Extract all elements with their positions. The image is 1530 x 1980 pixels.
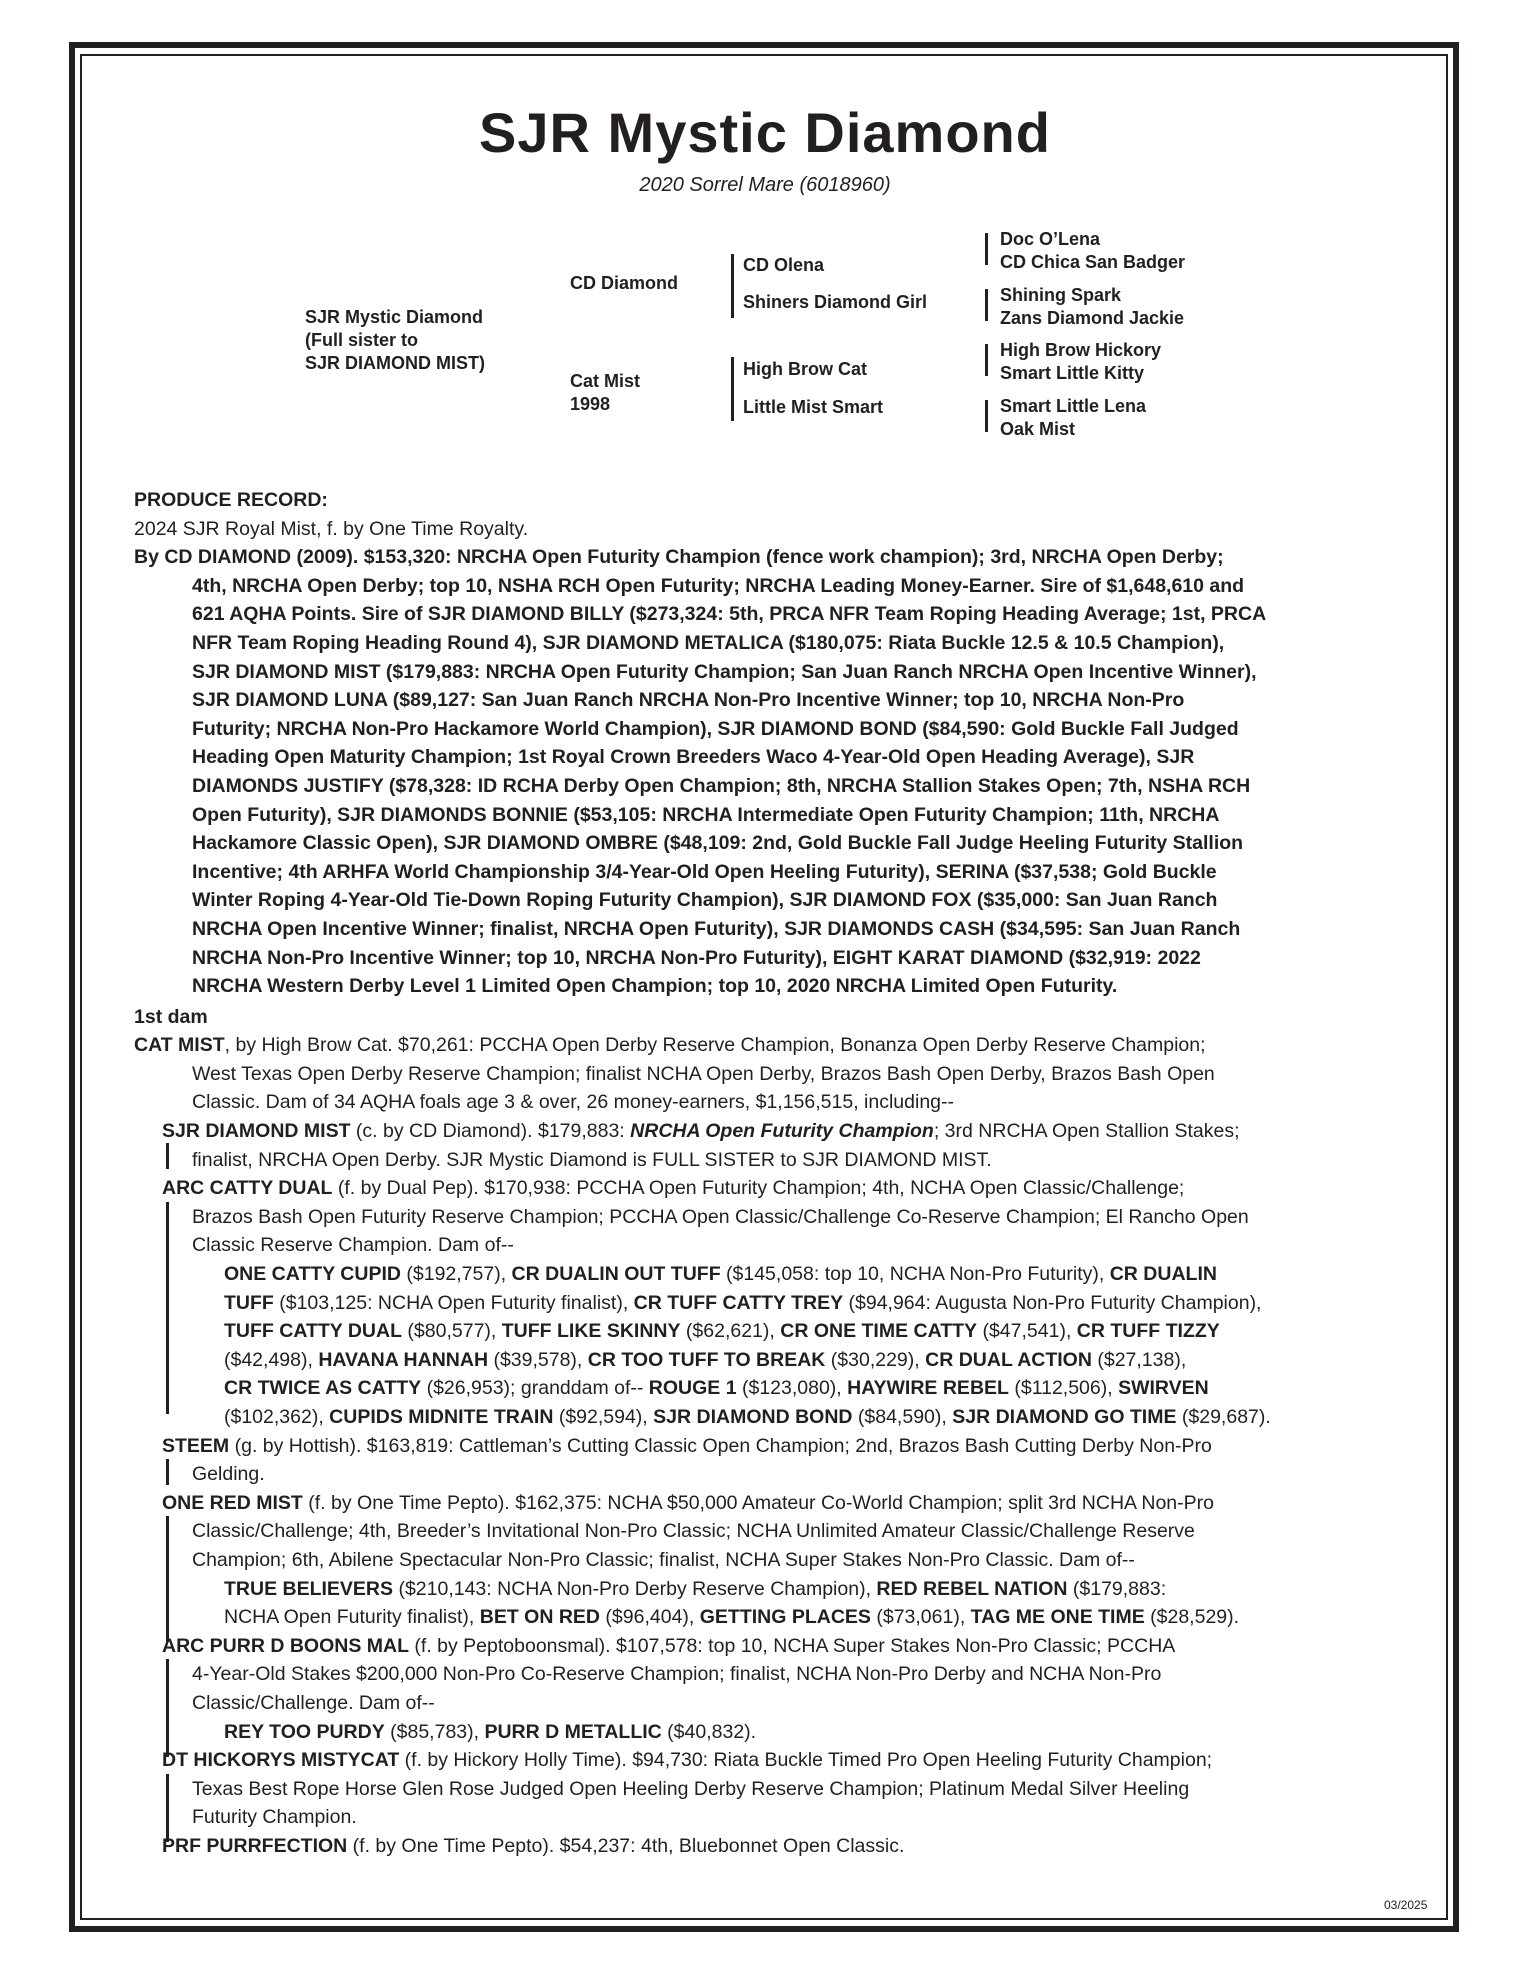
- pedigree-ggp-4: Smart Little Lena Oak Mist: [1000, 396, 1147, 439]
- offspring-line: 4-Year-Old Stakes $200,000 Non-Pro Co-Reserve Champion; finalist, NCHA Non-Pro Derby and NCHA Non-Pro: [192, 1663, 1162, 1686]
- page-title: SJR Mystic Diamond: [479, 101, 1051, 164]
- offspring-line: Gelding.: [192, 1463, 265, 1486]
- offspring-line: Classic/Challenge; 4th, Breeder’s Invitational Non-Pro Classic; NCHA Unlimited Amateur Classic/Challenge Reserve: [192, 1520, 1195, 1543]
- offspring-arc-catty-dual: ARC CATTY DUAL (f. by Dual Pep). $170,938: PCCHA Open Futurity Champion; 4th, NCHA Open Classic/Challenge;: [162, 1177, 1185, 1200]
- pedigree-sire: CD Diamond: [570, 273, 678, 293]
- foal-line: NCHA Open Futurity finalist), BET ON RED ($96,404), GETTING PLACES ($73,061), TAG ME ONE TIME ($28,529).: [224, 1606, 1240, 1629]
- pedigree-sire-sire: CD Olena: [743, 255, 825, 275]
- offspring-steem: STEEM (g. by Hottish). $163,819: Cattleman’s Cutting Classic Open Champion; 2nd, Brazos Bash Cutting Derby Non-Pro: [162, 1434, 1212, 1457]
- offspring-line: Classic Reserve Champion. Dam of--: [192, 1234, 514, 1257]
- offspring-sjr-diamond-mist: SJR DIAMOND MIST (c. by CD Diamond). $179,883: NRCHA Open Futurity Champion; 3rd NRCHA Open Stallion Stakes;: [162, 1120, 1240, 1143]
- pedigree-ggp-1: Doc O’Lena CD Chica San Badger: [1000, 229, 1186, 272]
- offspring-line: Texas Best Rope Horse Glen Rose Judged Open Heeling Derby Reserve Champion; Platinum Medal Silver Heeling: [192, 1777, 1190, 1800]
- footer-date: 03/2025: [1384, 1898, 1428, 1912]
- foal-line: TUFF CATTY DUAL ($80,577), TUFF LIKE SKINNY ($62,621), CR ONE TIME CATTY ($47,541), CR TUFF TIZZY: [224, 1320, 1220, 1343]
- first-dam-line: CAT MIST, by High Brow Cat. $70,261: PCCHA Open Derby Reserve Champion, Bonanza Open Derby Reserve Champion;: [134, 1034, 1206, 1057]
- pedigree-bracket-ggp3: [985, 344, 988, 376]
- first-dam-line: West Texas Open Derby Reserve Champion; finalist NCHA Open Derby, Brazos Bash Open Derby, Brazos Bash Open: [192, 1062, 1215, 1085]
- main-text: [134, 486, 1404, 1861]
- foal-line: ($102,362), CUPIDS MIDNITE TRAIN ($92,594), SJR DIAMOND BOND ($84,590), SJR DIAMOND GO TIME ($29,687).: [224, 1406, 1271, 1428]
- first-dam-line: Classic. Dam of 34 AQHA foals age 3 & over, 26 money-earners, $1,156,515, including--: [192, 1091, 954, 1114]
- pedigree-subject: SJR Mystic Diamond (Full sister to SJR DIAMOND MIST): [305, 307, 485, 373]
- foal-line: TRUE BELIEVERS ($210,143: NCHA Non-Pro Derby Reserve Champion), RED REBEL NATION ($179,883:: [224, 1577, 1167, 1600]
- pedigree-ggp-2: Shining Spark Zans Diamond Jackie: [1000, 285, 1185, 328]
- pedigree-bracket-ggp2: [985, 289, 988, 321]
- pedigree-sire-dam: Shiners Diamond Girl: [743, 292, 928, 312]
- produce-heading: PRODUCE RECORD:: [134, 489, 328, 511]
- offspring-arc-purr-d-boons-mal: ARC PURR D BOONS MAL (f. by Peptoboonsmal). $107,578: top 10, NCHA Super Stakes Non-Pro Classic; PCCHA: [162, 1634, 1176, 1657]
- offspring-line: Champion; 6th, Abilene Spectacular Non-Pro Classic; finalist, NCHA Super Stakes Non-Pro Classic. Dam of--: [192, 1548, 1135, 1571]
- pedigree-dam-dam: Little Mist Smart: [743, 397, 884, 417]
- offspring-line: finalist, NRCHA Open Derby. SJR Mystic Diamond is FULL SISTER to SJR DIAMOND MIST.: [192, 1148, 992, 1171]
- offspring-one-red-mist: ONE RED MIST (f. by One Time Pepto). $162,375: NCHA $50,000 Amateur Co-World Champion; split 3rd NCHA Non-Pro: [162, 1491, 1214, 1514]
- foal-line: ONE CATTY CUPID ($192,757), CR DUALIN OUT TUFF ($145,058: top 10, NCHA Non-Pro Futurity), CR DUALIN: [224, 1263, 1217, 1286]
- offspring-prf-purrfection: PRF PURRFECTION (f. by One Time Pepto). $54,237: 4th, Bluebonnet Open Classic.: [162, 1834, 905, 1857]
- pedigree-bracket-ggp1: [985, 233, 988, 265]
- pedigree-bracket-dam: [731, 357, 734, 421]
- pedigree-bracket-ggp4: [985, 400, 988, 432]
- foal-line: TUFF ($103,125: NCHA Open Futurity finalist), CR TUFF CATTY TREY ($94,964: Augusta Non-Pro Futurity Champion),: [224, 1291, 1262, 1314]
- pedigree-ggp-3: High Brow Hickory Smart Little Kitty: [1000, 340, 1162, 383]
- offspring-line: Classic/Challenge. Dam of--: [192, 1691, 435, 1714]
- foal-line: REY TOO PURDY ($85,783), PURR D METALLIC ($40,832).: [224, 1720, 757, 1743]
- foal-line: CR TWICE AS CATTY ($26,953); granddam of-- ROUGE 1 ($123,080), HAYWIRE REBEL ($112,506), SWIRVEN: [224, 1377, 1209, 1400]
- produce-entry: 2024 SJR Royal Mist, f. by One Time Royalty.: [134, 517, 529, 540]
- first-dam-heading: 1st dam: [134, 1005, 208, 1028]
- pedigree-dam-sire: High Brow Cat: [743, 359, 867, 379]
- pedigree-dam: Cat Mist 1998: [570, 371, 641, 414]
- pedigree-bracket-sire: [731, 254, 734, 318]
- sire-record: By CD DIAMOND (2009). $153,320: NRCHA Open Futurity Champion (fence work champion); 3rd, NRCHA Open Derby; 4th, NRCHA Open Derby; top 10, NSHA RCH Open Futurity; NRCHA Leading Money-Earner. Sire of $1,648,610 and 621 AQHA Points. Sire of SJR DIAMOND BILLY ($273,324: 5th, PRCA NFR Team Roping Heading Average; 1st, PRCA NFR Team Roping Heading Round 4), SJR DIAMOND METALICA ($180,075: Riata Buckle 12.5 & 10.5 Champion), SJR DIAMOND MIST ($179,883: NRCHA Open Futurity Champion; San Juan Ranch NRCHA Open Incentive Winner), SJR DIAMOND LUNA ($89,127: San Juan Ranch NRCHA Non-Pro Incentive Winner; top 10, NRCHA Non-Pro Futurity; NRCHA Non-Pro Hackamore World Champion), SJR DIAMOND BOND ($84,590: Gold Buckle Fall Judged Heading Open Maturity Champion; 1st Royal Crown Breeders Waco 4-Year-Old Open Heading Average), SJR DIAMONDS JUSTIFY ($78,328: ID RCHA Derby Open Champion; 8th, NRCHA Stallion Stakes Open; 7th, NSHA RCH Open Futurity), SJR DIAMONDS BONNIE ($53,105: NRCHA Intermediate Open Futurity Champion; 11th, NRCHA Hackamore Classic Open), SJR DIAMOND OMBRE ($48,109: 2nd, Gold Buckle Fall Judge Heeling Futurity Stallion Incentive; 4th ARHFA World Championship 3/4-Year-Old Open Heeling Futurity), SERINA ($37,538; Gold Buckle Winter Roping 4-Year-Old Tie-Down Roping Futurity Champion), SJR DIAMOND FOX ($35,000: San Juan Ranch NRCHA Open Incentive Winner; finalist, NRCHA Open Futurity), SJR DIAMONDS CASH ($34,595: San Juan Ranch NRCHA Non-Pro Incentive Winner; top 10, NRCHA Non-Pro Futurity), EIGHT KARAT DIAMOND ($32,919: 2022 NRCHA Western Derby Level 1 Limited Open Champion; top 10, 2020 NRCHA Limited Open Futurity.: [134, 546, 1267, 998]
- offspring-dt-hickorys-mistycat: DT HICKORYS MISTYCAT (f. by Hickory Holly Time). $94,730: Riata Buckle Timed Pro Open Heeling Futurity Champion;: [162, 1749, 1213, 1772]
- page-subtitle: 2020 Sorrel Mare (6018960): [639, 174, 891, 196]
- offspring-line: Brazos Bash Open Futurity Reserve Champion; PCCHA Open Classic/Challenge Co-Reserve Champion; El Rancho Open: [192, 1205, 1249, 1228]
- foal-line: ($42,498), HAVANA HANNAH ($39,578), CR TOO TUFF TO BREAK ($30,229), CR DUAL ACTION ($27,138),: [224, 1348, 1187, 1371]
- offspring-line: Futurity Champion.: [192, 1806, 357, 1829]
